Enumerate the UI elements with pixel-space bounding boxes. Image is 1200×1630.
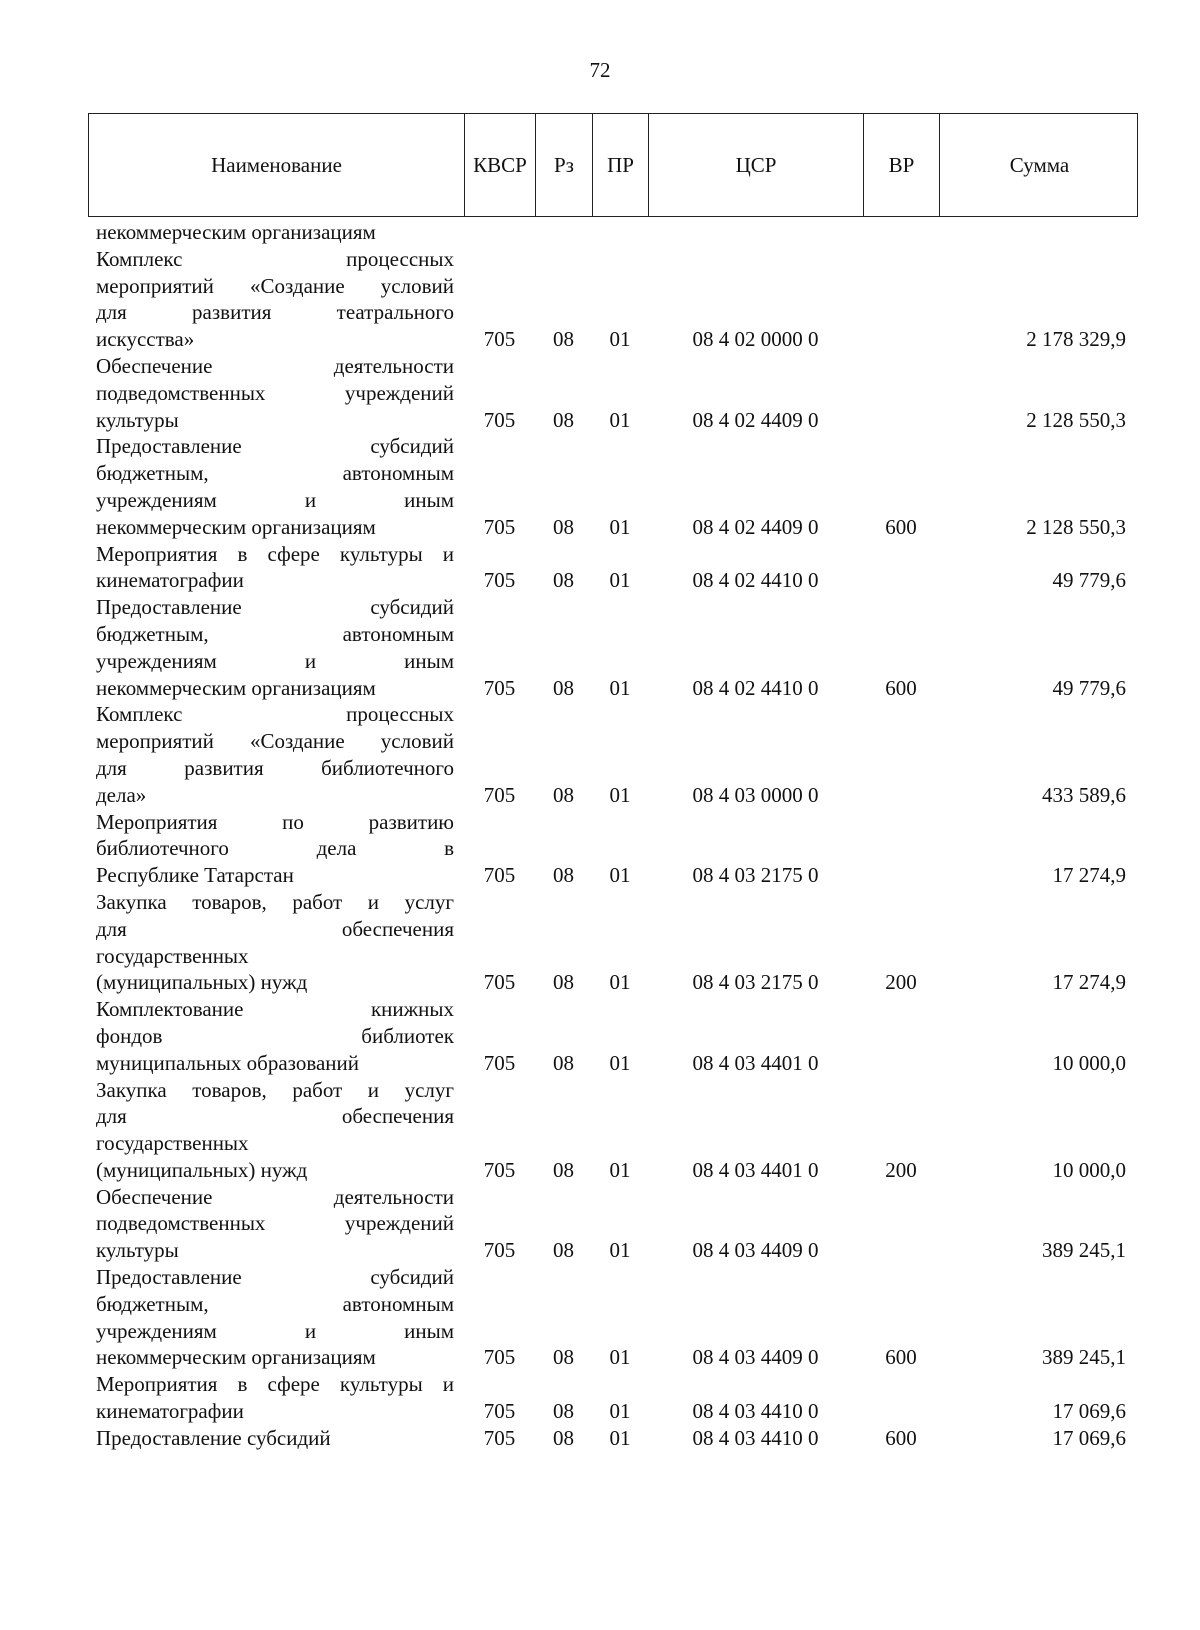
cell-rz: 08 bbox=[553, 1399, 574, 1424]
row-name-line: государственных bbox=[96, 1131, 249, 1156]
table-header bbox=[88, 113, 1138, 217]
table-row bbox=[88, 1264, 1138, 1371]
cell-pr: 01 bbox=[609, 1345, 631, 1370]
cell-kvsr: 705 bbox=[483, 1157, 516, 1182]
table-row bbox=[88, 1371, 1138, 1425]
cell-pr: 01 bbox=[609, 675, 631, 700]
row-name-line: подведомственных учреждений bbox=[96, 380, 454, 405]
cell-rz: 08 bbox=[553, 514, 574, 539]
row-name-line: Предоставление субсидий bbox=[96, 595, 454, 620]
cell-pr: 01 bbox=[609, 1050, 631, 1075]
cell-kvsr: 705 bbox=[483, 1425, 516, 1450]
row-name bbox=[88, 1184, 464, 1264]
cell-rz: 08 bbox=[553, 1425, 574, 1450]
cell-kvsr: 705 bbox=[483, 407, 516, 432]
row-name-line: учреждениям и иным bbox=[96, 1318, 454, 1343]
cell-kvsr: 705 bbox=[483, 514, 516, 539]
cell-rz: 08 bbox=[553, 782, 574, 807]
cell-sum: 17 274,9 bbox=[1052, 863, 1126, 888]
cell-csr: 08 4 02 4410 0 bbox=[692, 675, 819, 700]
header-sum: Сумма bbox=[1009, 152, 1070, 177]
row-name bbox=[88, 1077, 464, 1184]
row-name-line: Мероприятия по развитию bbox=[96, 809, 454, 834]
row-name bbox=[88, 1371, 464, 1425]
row-name-line: кинематографии bbox=[96, 568, 244, 593]
cell-sum: 389 245,1 bbox=[1042, 1345, 1126, 1370]
row-name-line: некоммерческим организациям bbox=[96, 675, 376, 700]
header-csr: ЦСР bbox=[649, 114, 864, 216]
row-name-line: библиотечного дела в bbox=[96, 836, 454, 861]
header-rz: Рз bbox=[536, 114, 593, 216]
row-name-line: некоммерческим организациям bbox=[96, 514, 376, 539]
cell-sum: 17 069,6 bbox=[1052, 1425, 1126, 1450]
cell-rz: 08 bbox=[553, 1050, 574, 1075]
row-name-line: (муниципальных) нужд bbox=[96, 970, 308, 995]
row-name bbox=[88, 1264, 464, 1371]
cell-csr: 08 4 03 4409 0 bbox=[692, 1238, 819, 1263]
row-name-line: культуры bbox=[96, 407, 179, 432]
row-name-line: (муниципальных) нужд bbox=[96, 1157, 308, 1182]
header-vr: ВР bbox=[864, 114, 940, 216]
row-name-line: Мероприятия в сфере культуры и bbox=[96, 1372, 454, 1397]
header-pr: ПР bbox=[593, 114, 649, 216]
cell-csr: 08 4 03 4401 0 bbox=[692, 1157, 819, 1182]
row-name bbox=[88, 353, 464, 433]
cell-csr: 08 4 02 4409 0 bbox=[692, 514, 819, 539]
row-name-line: муниципальных образований bbox=[96, 1050, 359, 1075]
cell-sum: 17 069,6 bbox=[1052, 1399, 1126, 1424]
row-name-line: Закупка товаров, работ и услуг bbox=[96, 889, 454, 914]
cell-rz: 08 bbox=[553, 1345, 574, 1370]
row-name-line: Предоставление субсидий bbox=[96, 1265, 454, 1290]
cell-vr: 600 bbox=[885, 1425, 917, 1450]
table-row bbox=[88, 353, 1138, 433]
row-name-line: учреждениям и иным bbox=[96, 487, 454, 512]
row-name-line: Мероприятия в сфере культуры и bbox=[96, 541, 454, 566]
row-name bbox=[88, 996, 464, 1076]
row-name-line: Комплектование книжных bbox=[96, 997, 454, 1022]
cell-rz: 08 bbox=[553, 1157, 574, 1182]
cell-rz: 08 bbox=[553, 675, 574, 700]
row-name-line: Предоставление субсидий bbox=[96, 1425, 331, 1450]
row-name-line: бюджетным, автономным bbox=[96, 461, 454, 486]
row-name-line: некоммерческим организациям bbox=[96, 220, 376, 244]
row-name-line: для обеспечения bbox=[96, 916, 454, 941]
table-row bbox=[88, 996, 1138, 1076]
cell-kvsr: 705 bbox=[483, 327, 516, 352]
cell-kvsr: 705 bbox=[483, 782, 516, 807]
cell-pr: 01 bbox=[609, 514, 631, 539]
cell-csr: 08 4 03 0000 0 bbox=[692, 782, 819, 807]
table-row bbox=[88, 889, 1138, 996]
table-row bbox=[88, 1184, 1138, 1264]
row-name bbox=[88, 889, 464, 996]
cell-sum: 17 274,9 bbox=[1052, 970, 1126, 995]
cell-sum: 2 128 550,3 bbox=[1026, 514, 1126, 539]
table-row bbox=[88, 1425, 1138, 1452]
cell-vr: 200 bbox=[885, 1157, 917, 1182]
row-name-line: бюджетным, автономным bbox=[96, 1291, 454, 1316]
header-name: Наименование bbox=[89, 114, 465, 216]
row-name bbox=[88, 809, 464, 889]
row-name bbox=[88, 701, 464, 808]
cell-vr: 600 bbox=[885, 1345, 917, 1370]
table-row bbox=[88, 246, 1138, 353]
cell-csr: 08 4 03 4410 0 bbox=[692, 1399, 819, 1424]
cell-kvsr: 705 bbox=[483, 863, 516, 888]
cell-pr: 01 bbox=[609, 863, 631, 888]
row-name-line: Обеспечение деятельности bbox=[96, 1184, 454, 1209]
cell-csr: 08 4 03 2175 0 bbox=[692, 970, 819, 995]
row-name-line: Обеспечение деятельности bbox=[96, 353, 454, 378]
row-name bbox=[88, 541, 464, 595]
table-row bbox=[88, 219, 1138, 246]
row-name-line: бюджетным, автономным bbox=[96, 621, 454, 646]
cell-pr: 01 bbox=[609, 970, 631, 995]
page-number: 72 bbox=[589, 58, 611, 82]
cell-sum: 2 178 329,9 bbox=[1026, 327, 1126, 352]
header-kvsr: КВСР bbox=[465, 114, 536, 216]
row-name-line: Предоставление субсидий bbox=[96, 434, 454, 459]
row-name-line: государственных bbox=[96, 943, 249, 968]
cell-vr: 200 bbox=[885, 970, 917, 995]
cell-sum: 10 000,0 bbox=[1052, 1157, 1126, 1182]
table-row bbox=[88, 1077, 1138, 1184]
cell-csr: 08 4 03 4409 0 bbox=[692, 1345, 819, 1370]
cell-rz: 08 bbox=[553, 1238, 574, 1263]
cell-sum: 10 000,0 bbox=[1052, 1050, 1126, 1075]
cell-vr: 600 bbox=[885, 675, 917, 700]
cell-pr: 01 bbox=[609, 782, 631, 807]
row-name-line: дела» bbox=[96, 782, 147, 807]
row-name-line: кинематографии bbox=[96, 1399, 244, 1424]
cell-sum: 389 245,1 bbox=[1042, 1238, 1126, 1263]
cell-kvsr: 705 bbox=[483, 1399, 516, 1424]
table-body bbox=[88, 219, 1138, 1452]
row-name-line: Республике Татарстан bbox=[96, 863, 294, 888]
row-name-line: для развития библиотечного bbox=[96, 755, 454, 780]
cell-pr: 01 bbox=[609, 407, 631, 432]
table-row bbox=[88, 433, 1138, 540]
cell-pr: 01 bbox=[609, 327, 631, 352]
cell-csr: 08 4 03 2175 0 bbox=[692, 863, 819, 888]
row-name-line: Закупка товаров, работ и услуг bbox=[96, 1077, 454, 1102]
row-name-line: некоммерческим организациям bbox=[96, 1345, 376, 1370]
cell-kvsr: 705 bbox=[483, 675, 516, 700]
cell-kvsr: 705 bbox=[483, 1050, 516, 1075]
row-name-line: учреждениям и иным bbox=[96, 648, 454, 673]
row-name-line: мероприятий «Создание условий bbox=[96, 729, 454, 754]
row-name bbox=[88, 594, 464, 701]
cell-csr: 08 4 02 4410 0 bbox=[692, 568, 819, 593]
cell-vr: 600 bbox=[885, 514, 917, 539]
cell-sum: 49 779,6 bbox=[1052, 568, 1126, 593]
cell-rz: 08 bbox=[553, 970, 574, 995]
row-name-line: Комплекс процессных bbox=[96, 702, 454, 727]
cell-kvsr: 705 bbox=[483, 568, 516, 593]
row-name-line: подведомственных учреждений bbox=[96, 1211, 454, 1236]
row-name-line: для развития театрального bbox=[96, 300, 454, 325]
cell-kvsr: 705 bbox=[483, 970, 516, 995]
table-row bbox=[88, 594, 1138, 701]
cell-csr: 08 4 02 4409 0 bbox=[692, 407, 819, 432]
table-row bbox=[88, 701, 1138, 808]
row-name-line: культуры bbox=[96, 1238, 179, 1263]
table-row bbox=[88, 541, 1138, 595]
cell-kvsr: 705 bbox=[483, 1345, 516, 1370]
cell-rz: 08 bbox=[553, 863, 574, 888]
cell-sum: 49 779,6 bbox=[1052, 675, 1126, 700]
cell-rz: 08 bbox=[553, 327, 574, 352]
row-name bbox=[88, 246, 464, 353]
row-name-line: Комплекс процессных bbox=[96, 246, 454, 271]
cell-csr: 08 4 03 4401 0 bbox=[692, 1050, 819, 1075]
table-row bbox=[88, 809, 1138, 889]
cell-pr: 01 bbox=[609, 1157, 631, 1182]
cell-pr: 01 bbox=[609, 568, 631, 593]
cell-pr: 01 bbox=[609, 1238, 631, 1263]
row-name bbox=[88, 219, 464, 246]
row-name bbox=[88, 1425, 464, 1452]
row-name-line: мероприятий «Создание условий bbox=[96, 273, 454, 298]
cell-rz: 08 bbox=[553, 568, 574, 593]
cell-rz: 08 bbox=[553, 407, 574, 432]
cell-sum: 433 589,6 bbox=[1042, 782, 1126, 807]
cell-pr: 01 bbox=[609, 1399, 631, 1424]
row-name bbox=[88, 433, 464, 540]
row-name-line: фондов библиотек bbox=[96, 1023, 454, 1048]
cell-kvsr: 705 bbox=[483, 1238, 516, 1263]
cell-csr: 08 4 03 4410 0 bbox=[692, 1425, 819, 1450]
row-name-line: для обеспечения bbox=[96, 1104, 454, 1129]
row-name-line: искусства» bbox=[96, 327, 195, 352]
cell-sum: 2 128 550,3 bbox=[1026, 407, 1126, 432]
cell-csr: 08 4 02 0000 0 bbox=[692, 327, 819, 352]
cell-pr: 01 bbox=[609, 1425, 631, 1450]
